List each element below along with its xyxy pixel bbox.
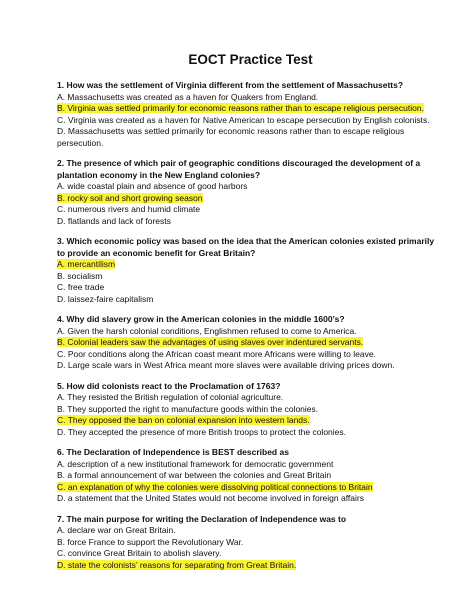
answer-option-text: D. laissez-faire capitalism: [57, 293, 154, 304]
answer-option-highlighted: [57, 259, 444, 271]
answer-option-text: A. wide coastal plain and absence of good harbors: [57, 181, 248, 191]
answer-option: [57, 282, 444, 294]
answer-option: [57, 548, 444, 560]
answer-option-text: B. socialism: [57, 270, 103, 281]
answer-option: [57, 392, 444, 404]
answer-option-text: C. Poor conditions along the African coast meant more Africans were willing to leave.: [57, 348, 376, 359]
answer-option-text: A. description of a new institutional framework for democratic government: [57, 458, 334, 469]
question-4: [57, 314, 444, 372]
answer-option: [57, 349, 444, 361]
answer-option: [57, 470, 444, 482]
answer-option: [57, 537, 444, 549]
answer-option-text: A. mercantilism: [57, 259, 116, 269]
answer-option-text: D. flatlands and lack of forests: [57, 215, 171, 226]
answer-option-highlighted: [57, 193, 444, 205]
question-text: 5. How did colonists react to the Proclamation of 1763?: [57, 380, 281, 391]
answer-option: [57, 525, 444, 537]
answer-option-text: B. a formal announcement of war between the colonies and Great Britain: [57, 470, 332, 480]
answer-option-highlighted: [57, 482, 444, 494]
answer-option: [57, 404, 444, 416]
question-text: 6. The Declaration of Independence is BEST described as: [57, 447, 289, 457]
answer-option: [57, 459, 444, 471]
question-text: 3. Which economic policy was based on the idea that the American colonies existed primarily to provide an economic benefit for Great Britain?: [57, 236, 435, 258]
question-1: [57, 80, 444, 149]
answer-option-text: C. free trade: [57, 282, 105, 292]
answer-option-text: B. force France to support the Revolutionary War.: [57, 536, 244, 547]
answer-option: [57, 126, 444, 149]
answer-option-text: D. state the colonists’ reasons for separating from Great Britain.: [57, 559, 297, 570]
answer-option-text: D. a statement that the United States would not become involved in foreign affairs: [57, 493, 364, 503]
question-text: 1. How was the settlement of Virginia different from the settlement of Massachusetts?: [57, 80, 404, 90]
answer-option-text: C. convince Great Britain to abolish slavery.: [57, 548, 222, 558]
answer-option-text: A. declare war on Great Britain.: [57, 525, 176, 535]
answer-option-text: A. Massachusetts was created as a haven for Quakers from England.: [57, 91, 319, 102]
answer-option-text: D. They accepted the presence of more British troops to protect the colonies.: [57, 426, 346, 437]
answer-option-text: D. Large scale wars in West Africa meant more slaves were available driving prices down.: [57, 360, 395, 370]
answer-option: [57, 204, 444, 216]
answer-option-text: B. rocky soil and short growing season: [57, 192, 203, 203]
answer-option-text: B. Virginia was settled primarily for economic reasons rather than to escape religious persecution.: [57, 103, 424, 113]
answer-option-text: A. They resisted the British regulation of colonial agriculture.: [57, 392, 284, 402]
answer-option-highlighted: [57, 103, 444, 115]
answer-option-text: A. Given the harsh colonial conditions, Englishmen refused to come to America.: [57, 325, 357, 336]
answer-option-text: B. Colonial leaders saw the advantages of using slaves over indentured servants.: [57, 337, 364, 347]
page-title: EOCT Practice Test: [188, 52, 313, 67]
answer-option: [57, 216, 444, 228]
question-text: 4. Why did slavery grow in the American colonies in the middle 1600’s?: [57, 314, 345, 324]
answer-option-highlighted: [57, 560, 444, 572]
answer-option: [57, 92, 444, 104]
question-text: 2. The presence of which pair of geographic conditions discouraged the development of a plantation economy in the New England colonies?: [57, 158, 421, 180]
answer-option: [57, 271, 444, 283]
question-6: [57, 447, 444, 505]
answer-option-text: C. numerous rivers and humid climate: [57, 204, 201, 214]
question-list: [57, 80, 444, 571]
question-text: 7. The main purpose for writing the Declaration of Independence was to: [57, 513, 347, 524]
answer-option: [57, 115, 444, 127]
answer-option-text: C. Virginia was created as a haven for Native American to escape persecution by English colonists.: [57, 114, 430, 125]
question-5: [57, 381, 444, 439]
answer-option: [57, 493, 444, 505]
answer-option: [57, 294, 444, 306]
answer-option: [57, 360, 444, 372]
answer-option-text: C. an explanation of why the colonies were dissolving political connections to Britain: [57, 481, 373, 492]
answer-option-text: D. Massachusetts was settled primarily for economic reasons rather than to escape religious persecution.: [57, 126, 405, 148]
answer-option: [57, 181, 444, 193]
answer-option-text: C. They opposed the ban on colonial expansion into western lands.: [57, 415, 310, 425]
question-3: [57, 236, 444, 305]
answer-option-text: B. They supported the right to manufacture goods within the colonies.: [57, 403, 319, 414]
question-2: [57, 158, 444, 227]
answer-option: [57, 427, 444, 439]
answer-option-highlighted: [57, 337, 444, 349]
answer-option: [57, 326, 444, 338]
question-7: [57, 514, 444, 572]
answer-option-highlighted: [57, 415, 444, 427]
